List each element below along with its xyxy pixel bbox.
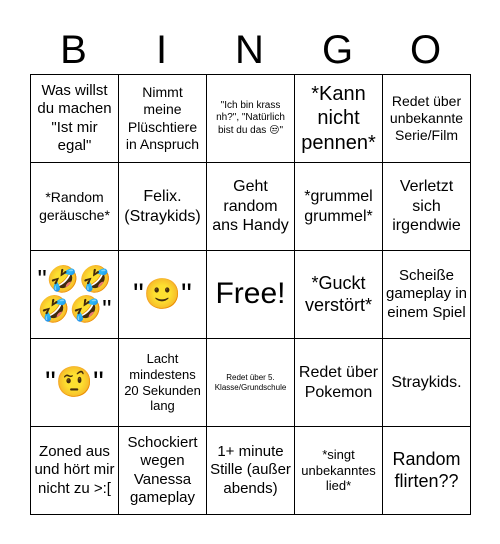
bingo-cell-r4-c1[interactable]: "🤨" [31, 339, 119, 427]
bingo-board [30, 74, 471, 515]
bingo-cell-r5-c5[interactable]: Random flirten?? [383, 427, 471, 515]
header-letter-b: B [60, 27, 88, 72]
bingo-cell-r1-c2[interactable]: Nimmt meine Plüschtiere in Anspruch [119, 75, 207, 163]
bingo-cell-r5-c3[interactable]: 1+ minute Stille (außer abends) [207, 427, 295, 515]
bingo-cell-r4-c4[interactable]: Redet über Pokemon [295, 339, 383, 427]
header-letter-i: I [155, 27, 169, 72]
bingo-cell-free[interactable]: Free! [207, 251, 295, 339]
header-letter-n: N [235, 27, 265, 72]
bingo-cell-r2-c4[interactable]: *grummel grummel* [295, 163, 383, 251]
bingo-cell-r3-c1[interactable]: "🤣🤣 🤣🤣" [31, 251, 119, 339]
bingo-cell-r3-c5[interactable]: Scheiße gameplay in einem Spiel [383, 251, 471, 339]
bingo-cell-r1-c4[interactable]: *Kann nicht pennen* [295, 75, 383, 163]
bingo-cell-r4-c2[interactable]: Lacht mindestens 20 Sekunden lang [119, 339, 207, 427]
header-letter-g: G [321, 27, 355, 72]
bingo-cell-r4-c5[interactable]: Straykids. [383, 339, 471, 427]
bingo-cell-r5-c2[interactable]: Schockiert wegen Vanessa gameplay [119, 427, 207, 515]
bingo-cell-r4-c3[interactable]: Redet über 5. Klasse/Grundschule [207, 339, 295, 427]
header-letter-o: O [409, 27, 443, 72]
bingo-cell-r2-c1[interactable]: *Random geräusche* [31, 163, 119, 251]
bingo-cell-r2-c3[interactable]: Geht random ans Handy [207, 163, 295, 251]
bingo-cell-r2-c5[interactable]: Verletzt sich irgendwie [383, 163, 471, 251]
bingo-cell-r3-c2[interactable]: "🙂" [119, 251, 207, 339]
bingo-cell-r1-c5[interactable]: Redet über unbekannte Serie/Film [383, 75, 471, 163]
bingo-cell-r2-c2[interactable]: Felix. (Straykids) [119, 163, 207, 251]
bingo-cell-r1-c1[interactable]: Was willst du machen "Ist mir egal" [31, 75, 119, 163]
bingo-header [30, 26, 470, 74]
bingo-cell-r5-c4[interactable]: *singt unbekanntes lied* [295, 427, 383, 515]
bingo-cell-r5-c1[interactable]: Zoned aus und hört mir nicht zu >:[ [31, 427, 119, 515]
bingo-cell-r3-c4[interactable]: *Guckt verstört* [295, 251, 383, 339]
bingo-cell-r1-c3[interactable]: "Ich bin krass nh?", "Natürlich bist du das 😒" [207, 75, 295, 163]
